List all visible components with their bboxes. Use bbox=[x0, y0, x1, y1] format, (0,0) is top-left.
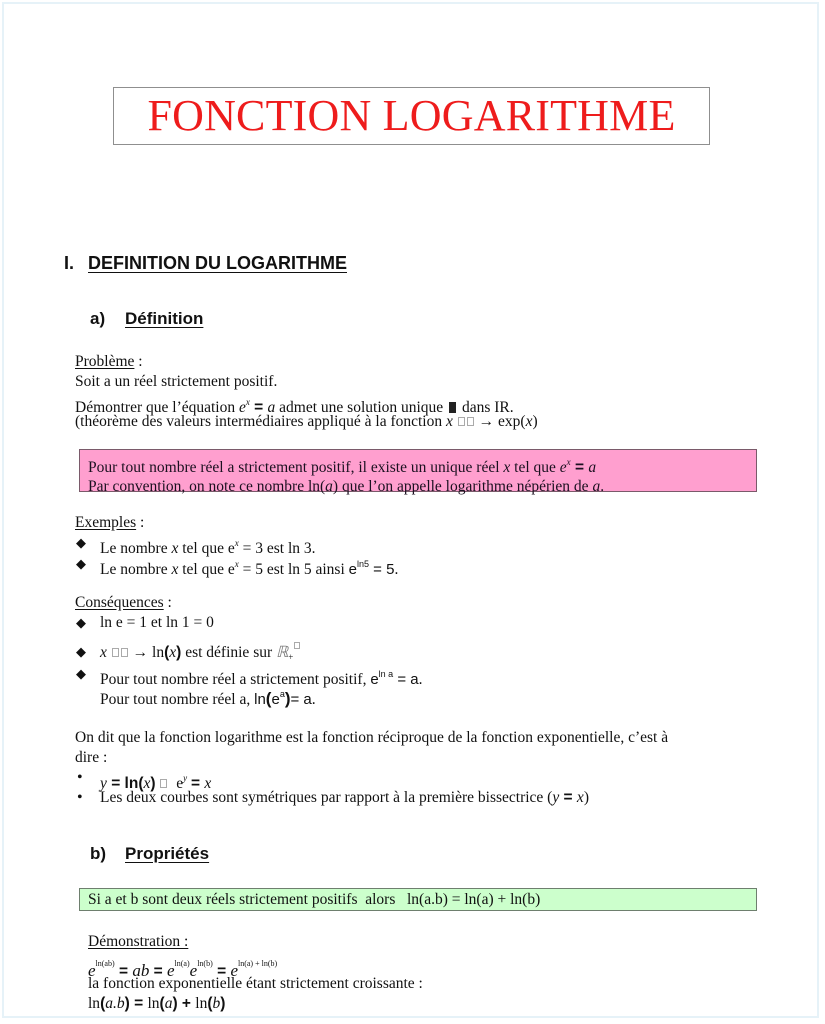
missing-glyph-icon bbox=[458, 417, 465, 426]
definition-line-1: Pour tout nombre réel a strictement positif, il existe un unique réel x tel que $e^x = a$ bbox=[88, 457, 597, 476]
demonstration-line-2: la fonction exponentielle étant strictement croissante : bbox=[88, 975, 423, 992]
diamond-bullet-icon: ◆ bbox=[76, 535, 86, 550]
section-title: DEFINITION DU LOGARITHME bbox=[88, 253, 347, 273]
equivalence-symbol-icon bbox=[160, 779, 167, 788]
subsection-title: Définition bbox=[125, 309, 204, 328]
consequence-item-1: ln e = 1 et ln 1 = 0 bbox=[100, 614, 214, 631]
round-bullet-icon: • bbox=[77, 789, 83, 806]
missing-glyph-icon bbox=[112, 648, 119, 657]
consequences-label-line: Conséquences : bbox=[75, 594, 172, 611]
reciproque-bullet-2: Les deux courbes sont symétriques par rapport à la première bissectrice (y = x) bbox=[100, 789, 589, 806]
probleme-line-2: Démontrer que l’équation $e^x = a$ admet une solution unique dans IR. bbox=[75, 397, 514, 416]
reciproque-line-1: On dit que la fonction logarithme est la fonction réciproque de la fonction exponentielle, c’est à bbox=[75, 729, 669, 746]
diamond-bullet-icon: ◆ bbox=[76, 666, 86, 681]
diamond-bullet-icon: ◆ bbox=[76, 644, 86, 659]
title-box bbox=[113, 87, 710, 145]
demonstration-label: Démonstration : bbox=[88, 933, 189, 950]
document-title: FONCTION LOGARITHME bbox=[147, 91, 676, 140]
missing-glyph-icon bbox=[121, 648, 128, 657]
definition-box bbox=[79, 449, 757, 495]
exemple-item-2: Le nombre x tel que $e^x = 5$ est ln 5 ainsi $e^{ln5} = 5$. bbox=[100, 559, 399, 578]
probleme-label: Problème bbox=[75, 353, 135, 370]
subsection-number: b) bbox=[90, 844, 107, 863]
exemples-label: Exemples bbox=[75, 514, 137, 531]
diamond-bullet-icon: ◆ bbox=[76, 556, 86, 571]
missing-glyph-icon bbox=[467, 417, 474, 426]
reciproque-bullet-1: y = ln(x) $e^y = x$ bbox=[100, 773, 212, 792]
section-heading bbox=[64, 253, 347, 274]
exemples-label-line: Exemples : bbox=[75, 514, 145, 531]
consequence-item-4: Pour tout nombre réel a, $\ln(e^a)= a$. bbox=[100, 689, 316, 708]
consequences-label: Conséquences bbox=[75, 594, 164, 611]
demonstration-result: ln(a.b) = ln(a) + ln(b) bbox=[88, 995, 226, 1012]
probleme-line-1: Soit a un réel strictement positif. bbox=[75, 373, 278, 390]
subsection-number: a) bbox=[90, 309, 106, 328]
property-box: Si a et b sont deux réels strictement positifs alors ln(a.b) = ln(a) + ln(b) bbox=[79, 888, 757, 911]
consequence-item-2: x → ln(x) est définie sur ℝ$_+$ bbox=[100, 642, 301, 667]
exemple-item-1: Le nombre x tel que $e^x = 3$ est ln 3. bbox=[100, 538, 316, 557]
subsection-heading-b bbox=[90, 844, 209, 864]
probleme-line-3: (théorème des valeurs intermédiaires appliqué à la fonction x → exp(x) bbox=[75, 413, 538, 430]
diamond-bullet-icon: ◆ bbox=[76, 615, 86, 630]
definition-line-2: Par convention, on note ce nombre ln(a) que l’on appelle logarithme népérien de a. bbox=[88, 478, 605, 495]
reciproque-line-2: dire : bbox=[75, 749, 108, 766]
real-numbers-symbol: ℝ bbox=[276, 644, 289, 661]
consequence-item-3: Pour tout nombre réel a strictement positif, $e^{ln a} = a$. bbox=[100, 669, 423, 688]
subsection-heading-a bbox=[90, 309, 203, 329]
round-bullet-icon: • bbox=[77, 769, 83, 786]
missing-glyph-icon bbox=[294, 642, 300, 649]
page-frame bbox=[2, 2, 819, 1018]
probleme-label-line: Problème : bbox=[75, 353, 143, 370]
subsection-title: Propriétés bbox=[125, 844, 210, 863]
demonstration-equation: $e^{ln(ab)}$ = ab = $e^{ln(a)}e^{ln(b)} = e^{ln(a) + ln(b)}$ bbox=[88, 959, 278, 980]
maps-to-arrow: → exp( bbox=[474, 413, 526, 430]
section-number: I. bbox=[64, 253, 75, 273]
